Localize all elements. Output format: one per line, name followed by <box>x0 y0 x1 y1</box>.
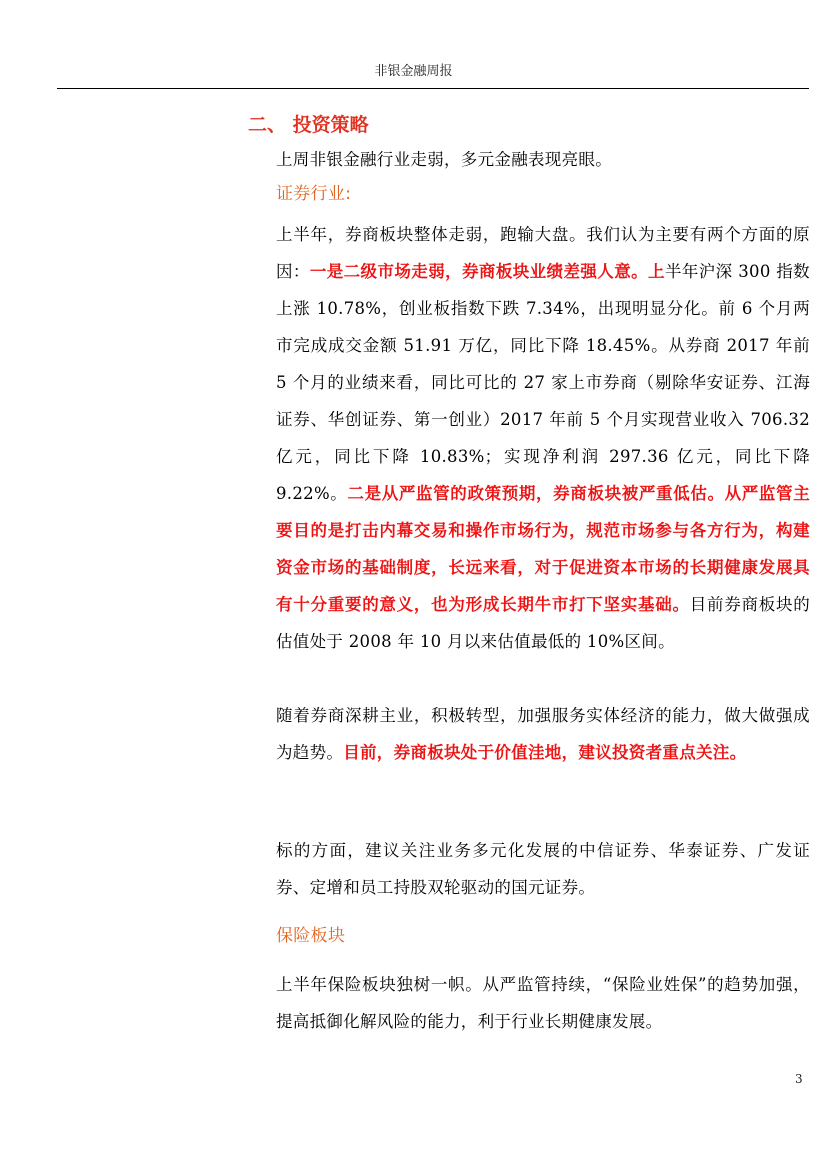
securities-paragraph-3: 标的方面，建议关注业务多元化发展的中信证券、华泰证券、广发证券、定增和员工持股双轮驱动的国元证券。 <box>276 841 810 897</box>
securities-paragraph-1 <box>276 216 810 660</box>
securities-highlight-3: 目前，券商板块处于价值洼地，建议投资者重点关注。 <box>343 743 747 762</box>
section-title: 二、 投资策略 <box>248 114 369 136</box>
insurance-heading: 保险板块 <box>276 926 346 946</box>
securities-text-d: 半年沪深 300 指数上涨 10.78%，创业板指数下跌 7.34%，出现明显分化。前 6 个月两市完成成交金额 51.91 万亿，同比下降 18.45%。从券商 2017 年前 5 个月的业绩来看，同比可比的 27 家上市券商（剔除华安证券、江海证券、华创证券、第一创业）2017 年前 5 个月实现营业收入 706.32 亿元，同比下降 10.83%；实现净利润 297.36 亿元，同比下降 9.22%。 <box>276 262 810 503</box>
securities-highlight-1-tail: 上 <box>648 262 665 281</box>
page-number: 3 <box>795 1072 803 1086</box>
securities-text-2a: 随着券商深耕主业，积极转型，加强服务实体经济的能力，做大做强成为趋势。 <box>276 706 810 762</box>
securities-text-f: 目前券商板块的估值处于 2008 年 10 月以来估值最低的 10%区间。 <box>276 595 810 651</box>
insurance-paragraph-1: 上半年保险板块独树一帜。从严监管持续，“保险业姓保”的趋势加强，提高抵御化解风险的能力，利于行业长期健康发展。 <box>276 975 810 1031</box>
securities-highlight-2: 二是从严监管的政策预期，券商板块被严重低估。从严监管主要目的是打击内幕交易和操作市场行为，规范市场参与各方行为，构建资金市场的基础制度，长远来看，对于促进资本市场的长期健康发展具有十分重要的意义，也为形成长期牛市打下坚实基础。 <box>276 484 811 614</box>
header-divider <box>57 88 809 89</box>
securities-paragraph-2 <box>276 697 810 771</box>
securities-highlight-1: 一是二级市场走弱，券商板块业绩差强人意。 <box>309 262 649 281</box>
securities-text-a: 上半年，券商板块整体走弱，跑输大盘。我们认为主要有两个方面的原因： <box>276 225 810 281</box>
securities-heading: 证券行业: <box>276 184 352 204</box>
intro-paragraph: 上周非银金融行业走弱，多元金融表现亮眼。 <box>276 150 612 169</box>
header-title: 非银金融周报 <box>374 64 453 79</box>
